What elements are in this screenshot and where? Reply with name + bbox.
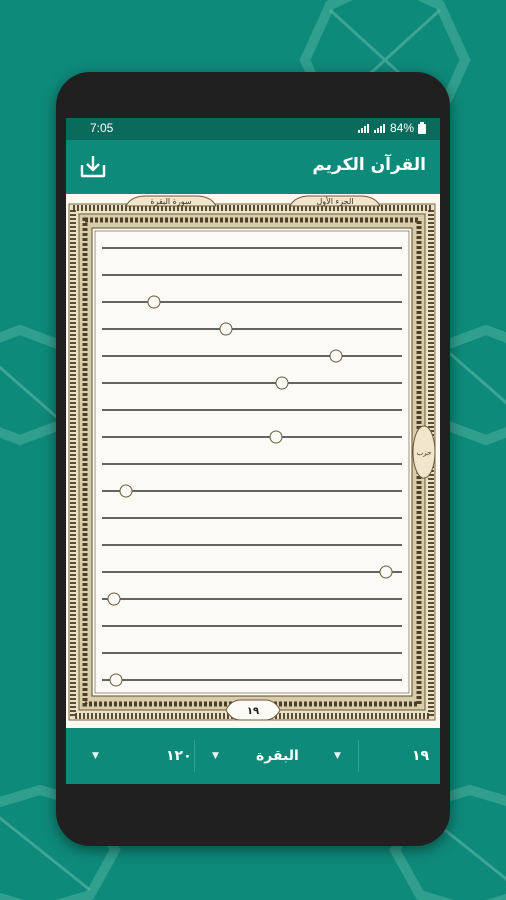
status-time: 7:05 [90,121,114,135]
battery-icon [418,122,426,134]
status-icons [358,121,426,135]
battery-percent: 84% [389,121,414,135]
status-bar [66,118,440,140]
bottom-bar [66,728,440,784]
chevron-down-icon: ▼ [212,751,219,761]
ayah-selector[interactable] [86,728,194,784]
surah-header: سورة البقرة [150,197,192,206]
page-selector[interactable] [366,728,436,784]
page-value: ١٩ [412,748,430,764]
app-bar [66,140,440,194]
ayah-value: ١٢٠ [166,748,192,764]
download-icon[interactable] [78,152,108,182]
page-frame [66,194,440,728]
quran-page[interactable] [66,194,440,728]
juz-header: الجزء الأول [316,197,354,206]
chevron-down-icon: ▼ [334,751,341,761]
hizb-marker: حزب [416,449,432,457]
app-screen [66,118,440,784]
surah-selector[interactable] [206,728,346,784]
signal-2-icon [374,123,386,133]
signal-icon [358,123,370,133]
chevron-down-icon: ▼ [92,751,99,761]
page-number: ١٩ [246,706,260,717]
app-title: القرآن الكريم [312,155,426,175]
surah-value: البقرة [256,748,299,764]
